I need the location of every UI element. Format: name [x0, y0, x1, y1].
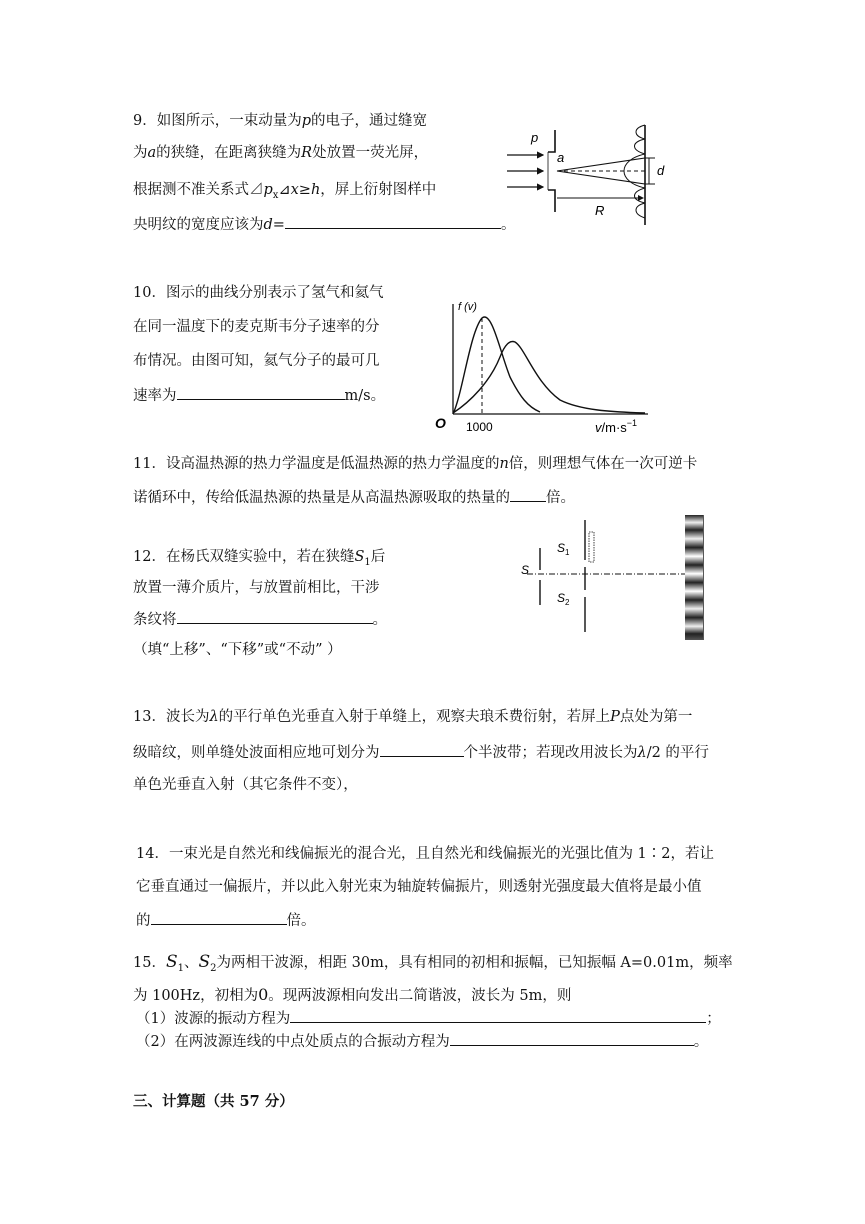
q15-line1: 15．$S_1$、$S_2$为两相干波源，相距 30m，具有相同的初相和振幅，已知振幅 A=0.01m，频率 [133, 952, 733, 974]
q10-line4: 速率为 m/s。 [133, 385, 385, 406]
q10-answer-blank[interactable] [177, 385, 345, 400]
q12-line4: （填“上移”、“下移”或“不动” ） [133, 642, 342, 658]
q10-line1: 10．图示的曲线分别表示了氢气和氦气 [133, 285, 384, 301]
q15-answer-blank-2[interactable] [450, 1031, 694, 1046]
q9-line1: 9．如图所示，一束动量为p的电子，通过缝宽 [133, 113, 428, 129]
q12-line3: 条纹将 。 [133, 609, 387, 630]
q10-fig-xlabel-unit: /m·s [601, 420, 627, 435]
q15-line4: （2）在两波源连线的中点处质点的合振动方程为 。 [136, 1031, 708, 1052]
q14-line2: 它垂直通过一偏振片，并以此入射光束为轴旋转偏振片，则透射光强度最大值将是最小值 [136, 879, 702, 895]
q11-line2: 诺循环中，传给低温热源的热量是从高温热源吸取的热量的 倍。 [133, 487, 575, 508]
q13-line3: 单色光垂直入射（其它条件不变）， [133, 777, 358, 793]
q9-line4: 央明纹的宽度应该为d= 。 [133, 214, 515, 235]
q13-line2: 级暗纹，则单缝处波面相应地可划分为 个半波带；若现改用波长为λ/2 的平行 [133, 742, 709, 763]
q9-fig-p: p [531, 130, 539, 145]
q12-fig-S1: $S_1$ [557, 541, 570, 557]
q12-fig-S2: $S_2$ [557, 591, 570, 607]
q9-line2: 为a的狭缝，在距离狭缝为R处放置一荧光屏， [133, 145, 429, 161]
q9-answer-blank[interactable] [285, 214, 501, 229]
q10-fig-tick: 1000 [466, 420, 493, 434]
q12-fig-S: S [521, 563, 530, 577]
q9-line3: 根据测不准关系式$⊿p_x⊿x\ge h$，屏上衍射图样中 [133, 182, 437, 201]
q10-maxwell-distribution [430, 292, 660, 438]
q10-fig-xlabel-exp: −1 [626, 418, 638, 428]
q11-answer-blank[interactable] [510, 487, 546, 502]
q9-fig-d: d [657, 163, 665, 178]
svg-text:v/m·s−1 [595, 418, 637, 435]
section-3-heading: 三、计算题（共 57 分） [133, 1093, 294, 1110]
q10-fig-origin: O [435, 415, 446, 431]
q13-answer-blank[interactable] [380, 742, 464, 757]
q11-line1: 11．设高温热源的热力学温度是低温热源的热力学温度的n倍，则理想气体在一次可逆卡 [133, 456, 698, 472]
q14-answer-blank[interactable] [151, 910, 287, 925]
q9-fig-a: a [557, 150, 565, 165]
q12-answer-blank[interactable] [177, 609, 373, 624]
q10-line3: 布情况。由图可知，氦气分子的最可几 [133, 353, 380, 369]
q9-slit-diagram [505, 120, 685, 230]
q12-line2: 放置一薄介质片，与放置前相比，干涉 [133, 580, 380, 596]
q12-line1: 12．在杨氏双缝实验中，若在狭缝$S_1$后 [133, 549, 386, 568]
q10-fig-ylabel: f (v) [458, 301, 477, 313]
q14-line1: 14．一束光是自然光和线偏振光的混合光，且自然光和线偏振光的光强比值为 1∶2，若让 [136, 846, 715, 862]
q14-line3: 的 倍。 [136, 910, 316, 931]
q10-line2: 在同一温度下的麦克斯韦分子速率的分 [133, 319, 380, 335]
q10-fig-xlabel-v: v [595, 420, 602, 435]
q15-line2: 为 100Hz，初相为0。现两波源相向发出二简谐波，波长为 5m，则 [133, 985, 572, 1004]
q15-answer-blank-1[interactable] [290, 1008, 706, 1023]
q9-fig-R: R [595, 203, 605, 218]
q13-line1: 13．波长为λ的平行单色光垂直入射于单缝上，观察夫琅禾费衍射，若屏上P点处为第一 [133, 709, 693, 725]
q15-line3: （1）波源的振动方程为 ； [136, 1008, 721, 1029]
q12-double-slit-diagram [515, 510, 715, 645]
